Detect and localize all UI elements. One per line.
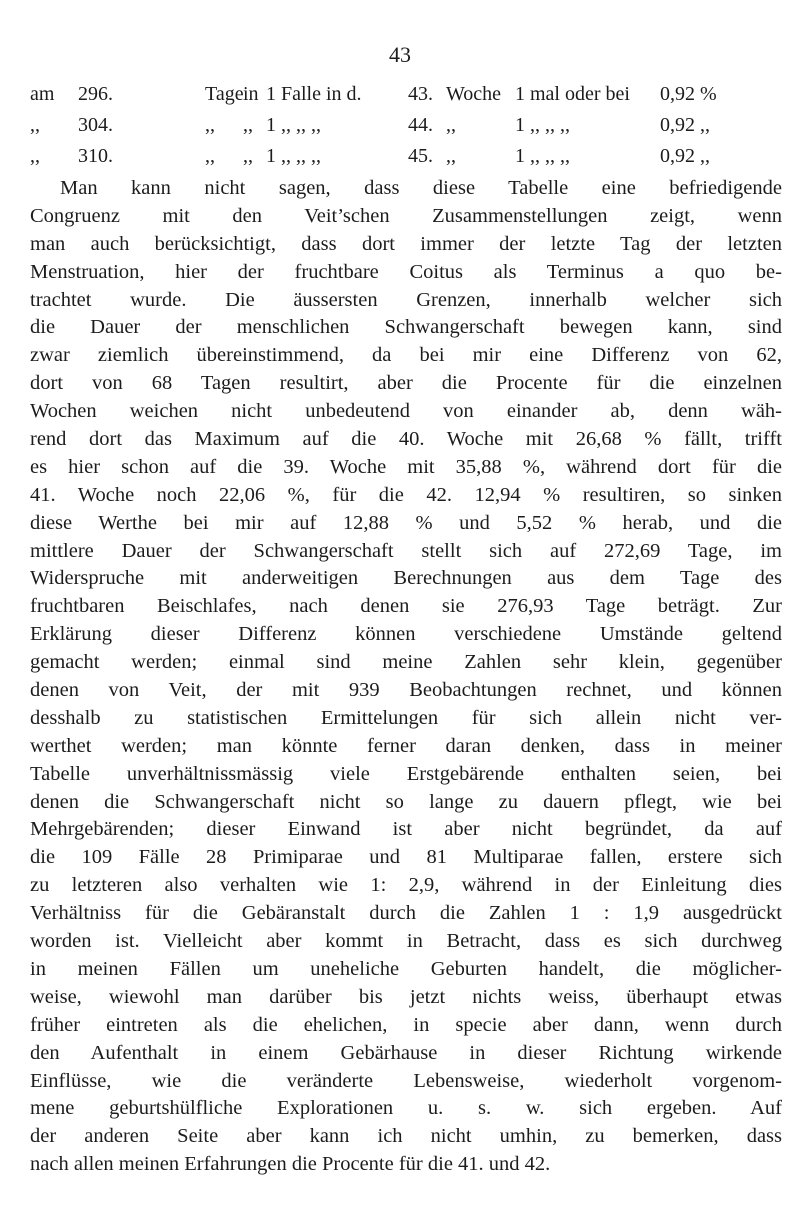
text-line: Verhältniss für die Gebäranstalt durch die Zahlen 1 : 1,9 ausgedrückt xyxy=(30,902,782,925)
text-line: 41. Woche noch 22,06 %, für die 42. 12,94 % resultiren, so sinken xyxy=(30,483,782,506)
text-line: den Aufenthalt in einem Gebärhause in dieser Richtung wirkende xyxy=(30,1041,782,1064)
text-line: denen von Veit, der mit 939 Beobachtungen rechnet, und können xyxy=(30,679,782,702)
gestation-table xyxy=(30,83,790,176)
text-line: rend dort das Maximum auf die 40. Woche mit 26,68 % fällt, trifft xyxy=(30,428,782,451)
text-line: in meinen Fällen um uneheliche Geburten handelt, die möglicher- xyxy=(30,957,782,980)
text-line: Man kann nicht sagen, dass diese Tabelle eine befriedigende xyxy=(60,177,782,199)
text-line: desshalb zu statistischen Ermittelungen für sich allein nicht ver- xyxy=(30,706,782,729)
text-line: worden ist. Vielleicht aber kommt in Betracht, dass es sich durchweg xyxy=(30,930,782,953)
text-line: werthet werden; man könnte ferner daran denken, dass in meiner xyxy=(30,734,782,757)
row-tage: ,, xyxy=(205,145,215,167)
row-in: ,, xyxy=(243,114,253,136)
row-percent: 0,92 ,, xyxy=(660,145,710,167)
row-times: 1 ,, ,, ,, xyxy=(515,114,570,136)
text-line: man auch berücksichtigt, dass dort immer der letzte Tag der letzten xyxy=(30,232,782,255)
text-line: mittlere Dauer der Schwangerschaft stellt sich auf 272,69 Tage, im xyxy=(30,539,782,562)
text-line: Mehrgebärenden; dieser Einwand ist aber nicht begründet, da auf xyxy=(30,818,782,841)
text-line: trachtet wurde. Die äussersten Grenzen, innerhalb welcher sich xyxy=(30,288,782,311)
row-woche: Woche xyxy=(446,83,502,105)
text-line: Congruenz mit den Veit’schen Zusammenstellungen zeigt, wenn xyxy=(30,204,782,227)
text-line: die 109 Fälle 28 Primiparae und 81 Multiparae fallen, erstere sich xyxy=(30,846,782,869)
page-number: 43 xyxy=(389,42,411,67)
row-count: 1 Falle in d. xyxy=(266,83,362,105)
text-line: die Dauer der menschlichen Schwangerschaft bewegen kann, sind xyxy=(30,316,782,339)
row-percent: 0,92 % xyxy=(660,83,717,105)
row-times: 1 ,, ,, ,, xyxy=(515,145,570,167)
text-line: weise, wiewohl man darüber bis jetzt nichts weiss, überhaupt etwas xyxy=(30,985,782,1008)
text-line: diese Werthe bei mir auf 12,88 % und 5,52 % herab, und die xyxy=(30,511,782,534)
text-line: zwar ziemlich übereinstimmend, da bei mir eine Differenz von 62, xyxy=(30,344,782,367)
text-line: Menstruation, hier der fruchtbare Coitus als Terminus a quo be- xyxy=(30,260,782,283)
row-prefix: ,, xyxy=(30,114,40,136)
body-paragraph xyxy=(30,175,782,1179)
text-line: dort von 68 Tagen resultirt, aber die Procente für die einzelnen xyxy=(30,372,782,395)
text-line: nach allen meinen Erfahrungen die Procente für die 41. und 42. xyxy=(30,1153,551,1176)
text-line: der anderen Seite aber kann ich nicht umhin, zu bemerken, dass xyxy=(30,1125,782,1148)
row-week: 44. xyxy=(408,114,433,136)
table-row xyxy=(30,145,790,176)
row-in: ,, xyxy=(243,145,253,167)
text-line: fruchtbaren Beischlafes, nach denen sie 276,93 Tage beträgt. Zur xyxy=(30,595,782,618)
row-times: 1 mal oder bei xyxy=(515,83,630,105)
row-woche: ,, xyxy=(446,145,456,167)
row-percent: 0,92 ,, xyxy=(660,114,710,136)
row-day: 310. xyxy=(78,145,113,167)
row-tage: ,, xyxy=(205,114,215,136)
text-line: Widerspruche mit anderweitigen Berechnungen aus dem Tage des xyxy=(30,567,782,590)
row-day: 296. xyxy=(78,83,113,105)
text-line: mene geburtshülfliche Explorationen u. s. w. sich ergeben. Auf xyxy=(30,1097,782,1120)
row-prefix: ,, xyxy=(30,145,40,167)
row-in: in xyxy=(243,83,259,105)
row-count: 1 ,, ,, ,, xyxy=(266,114,321,136)
row-week: 43. xyxy=(408,83,433,105)
table-row xyxy=(30,114,790,145)
text-line: Wochen weichen nicht unbedeutend von einander ab, denn wäh- xyxy=(30,400,782,423)
text-line: Einflüsse, wie die veränderte Lebensweise, wiederholt vorgenom- xyxy=(30,1069,782,1092)
row-tage: Tage xyxy=(205,83,244,105)
table-row xyxy=(30,83,790,114)
text-line: es hier schon auf die 39. Woche mit 35,88 %, während dort für die xyxy=(30,455,782,478)
row-woche: ,, xyxy=(446,114,456,136)
text-line: gemacht werden; einmal sind meine Zahlen sehr klein, gegenüber xyxy=(30,651,782,674)
text-line: Erklärung dieser Differenz können verschiedene Umstände geltend xyxy=(30,623,782,646)
text-line: früher eintreten als die ehelichen, in specie aber dann, wenn durch xyxy=(30,1013,782,1036)
text-line: zu letzteren also verhalten wie 1: 2,9, während in der Einleitung dies xyxy=(30,874,782,897)
row-day: 304. xyxy=(78,114,113,136)
text-line: denen die Schwangerschaft nicht so lange zu dauern pflegt, wie bei xyxy=(30,790,782,813)
row-week: 45. xyxy=(408,145,433,167)
text-line: Tabelle unverhältnissmässig viele Erstgebärende enthalten seien, bei xyxy=(30,762,782,785)
row-prefix: am xyxy=(30,83,55,105)
row-count: 1 ,, ,, ,, xyxy=(266,145,321,167)
